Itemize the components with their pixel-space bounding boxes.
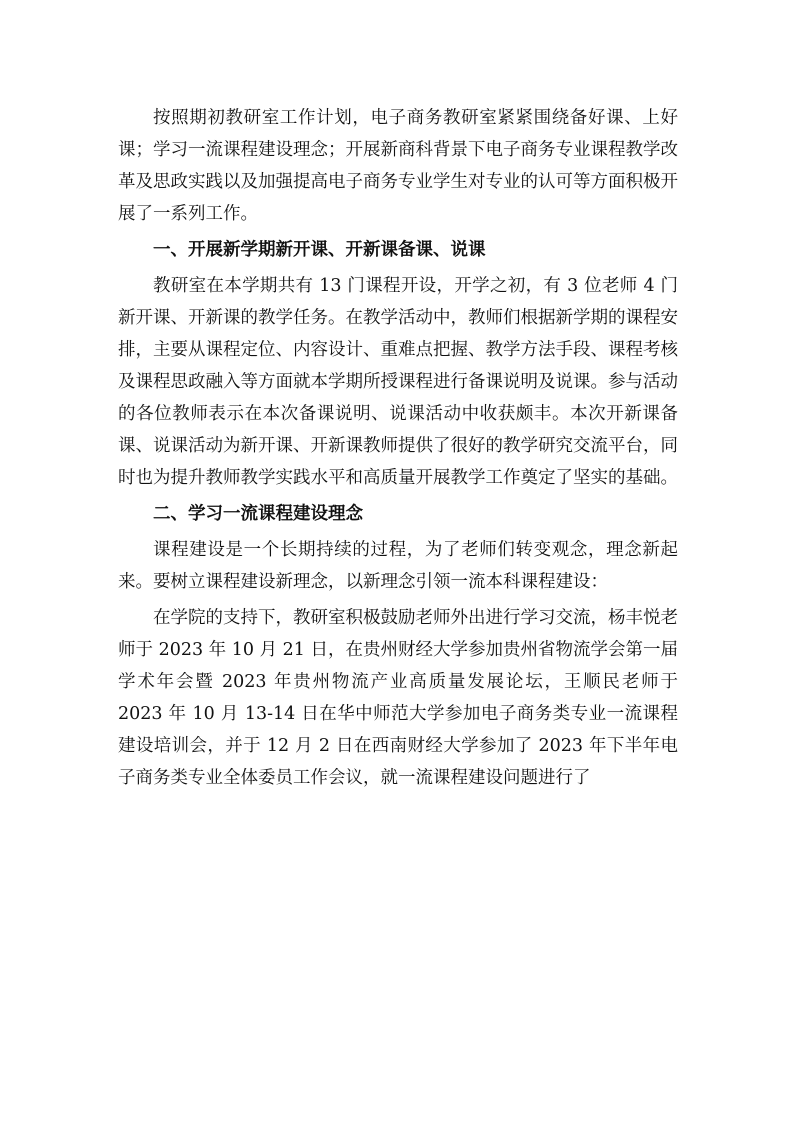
section-2-paragraph-2: 在学院的支持下，教研室积极鼓励老师外出进行学习交流，杨丰悦老师于 2023 年 10 月 21 日，在贵州财经大学参加贵州省物流学会第一届学术年会暨 2023 年贵州物流产业高质量发展论坛，王顺民老师于 2023 年 10 月 13-14 日在华中师范大学参加电子商务类专业一流课程建设培训会，并于 12 月 2 日在西南财经大学参加了 2023 年下半年电子商务类专业全体委员工作会议，就一流课程建设问题进行了 xyxy=(118,608,678,788)
intro-paragraph: 按照期初教研室工作计划，电子商务教研室紧紧围绕备好课、上好课；学习一流课程建设理念；开展新商科背景下电子商务专业课程教学改革及思政实践以及加强提高电子商务专业学生对专业的认可等方面积极开展了一系列工作。 xyxy=(118,108,678,224)
section-1-paragraph: 教研室在本学期共有 13 门课程开设，开学之初，有 3 位老师 4 门新开课、开新课的教学任务。在教学活动中，教师们根据新学期的课程安排，主要从课程定位、内容设计、重难点把握、教学方法手段、课程考核及课程思政融入等方面就本学期所授课程进行备课说明及说课。参与活动的各位教师表示在本次备课说明、说课活动中收获颇丰。本次开新课备课、说课活动为新开课、开新课教师提供了很好的教学研究交流平台，同时也为提升教师教学实践水平和高质量开展教学工作奠定了坚实的基础。 xyxy=(118,276,678,488)
section-heading-1: 一、开展新学期新开课、开新课备课、说课 xyxy=(153,240,486,260)
document-body xyxy=(118,102,678,798)
section-heading-2: 二、学习一流课程建设理念 xyxy=(153,504,363,524)
section-2-paragraph-1: 课程建设是一个长期持续的过程，为了老师们转变观念，理念新起来。要树立课程建设新理念，以新理念引领一流本科课程建设： xyxy=(118,540,678,592)
